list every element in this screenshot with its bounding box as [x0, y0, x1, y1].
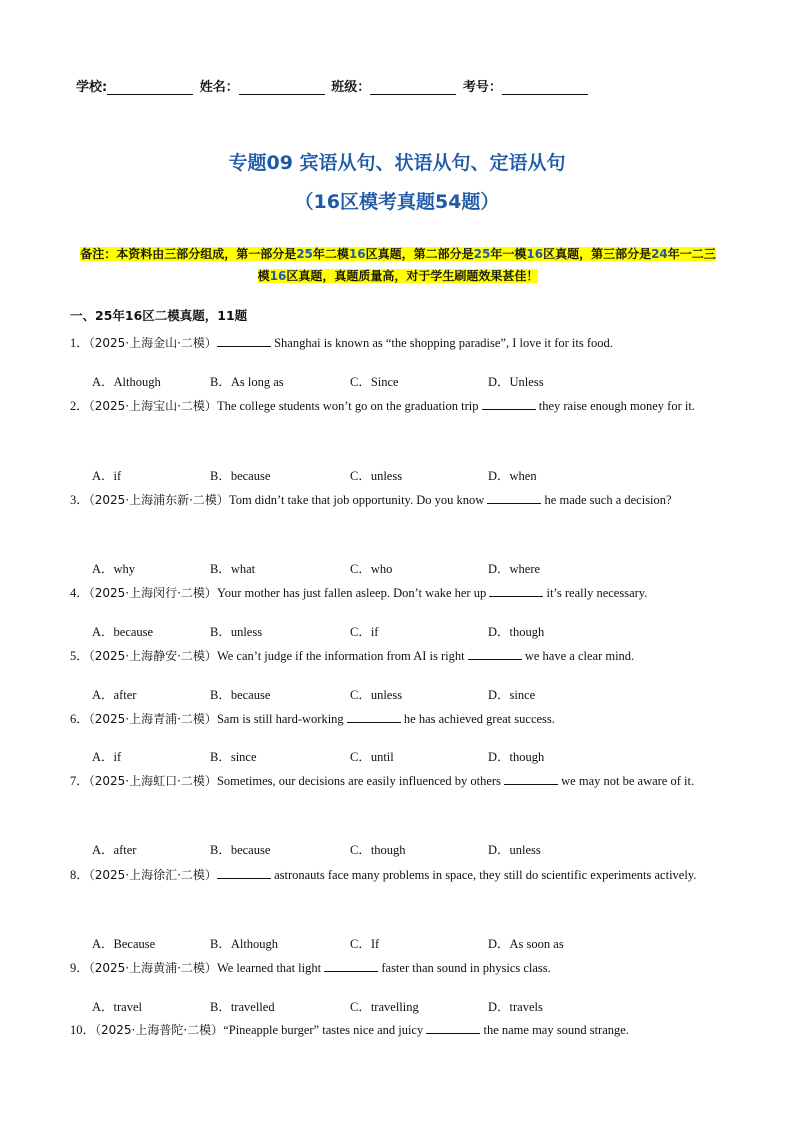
page-subtitle: （16区模考真题54题）	[294, 191, 500, 213]
answer-option[interactable]: D．though	[488, 750, 545, 764]
question-number: 3．	[70, 493, 89, 507]
answer-option[interactable]: C．travelling	[350, 1000, 419, 1014]
question-stem	[70, 641, 730, 672]
answer-option[interactable]: C．If	[350, 937, 380, 951]
page-title: 专题09 宾语从句、状语从句、定语从句	[228, 152, 566, 174]
answer-blank[interactable]	[426, 1021, 480, 1034]
note-text: 区真题，第三部分是	[543, 247, 652, 261]
question-text: “Pineapple burger” tastes nice and juicy	[223, 1023, 427, 1037]
class-blank[interactable]	[370, 80, 456, 95]
note-text: 区真题，真题质量高，对于学生刷题效果甚佳！	[286, 269, 539, 283]
question-text: we may not be aware of it.	[558, 774, 695, 788]
question-source: （2025·上海浦东新·二模）	[88, 493, 229, 507]
question-number: 8．	[70, 868, 89, 882]
question-text: Your mother has just fallen asleep. Don’t wake her up	[216, 586, 490, 600]
question-number: 7．	[70, 774, 89, 788]
name-label: 姓名：	[199, 80, 239, 95]
note-text: 年一二三模	[257, 247, 716, 283]
answer-option[interactable]: A．why	[92, 562, 136, 576]
answer-option[interactable]: A．Although	[92, 375, 161, 389]
note-text: 年二模	[312, 247, 349, 261]
question-number: 2．	[70, 399, 89, 413]
answer-option[interactable]: A．because	[92, 625, 154, 639]
question-text: faster than sound in physics class.	[378, 961, 551, 975]
question-stem	[70, 953, 730, 984]
note-banner	[76, 243, 720, 287]
answer-option[interactable]: C．if	[350, 625, 379, 639]
note-number: 25	[296, 247, 313, 261]
student-info-header	[76, 76, 590, 95]
note-number: 24	[651, 247, 668, 261]
question-stem	[70, 860, 730, 891]
question-number: 4．	[70, 586, 89, 600]
question-text: astronauts face many problems in space, they still do scientific experiments actively.	[270, 868, 697, 882]
question-text: he has achieved great success.	[400, 712, 555, 726]
answer-blank[interactable]	[217, 866, 271, 879]
answer-option[interactable]: D．though	[488, 625, 545, 639]
question-source: （2025·上海金山·二模）	[88, 336, 217, 350]
question-stem	[70, 391, 730, 422]
note-text: 备注：本资料由三部分组成，第一部分是	[80, 247, 297, 261]
number-label: 考号：	[462, 80, 502, 95]
school-blank[interactable]	[107, 80, 193, 95]
question-source: （2025·上海闵行·二模）	[88, 586, 217, 600]
name-blank[interactable]	[239, 80, 325, 95]
answer-option[interactable]: B．since	[210, 750, 257, 764]
answer-option[interactable]: D．since	[488, 688, 536, 702]
question-number: 1．	[70, 336, 89, 350]
answer-option[interactable]: C．unless	[350, 469, 403, 483]
answer-option[interactable]: C．who	[350, 562, 393, 576]
question-stem	[70, 578, 730, 609]
question-source: （2025·上海徐汇·二模）	[88, 868, 217, 882]
question-source: （2025·上海黄浦·二模）	[88, 961, 217, 975]
question-text: Shanghai is known as “the shopping paradise”, I love it for its food.	[270, 336, 613, 350]
question-source: （2025·上海青浦·二模）	[88, 712, 217, 726]
answer-option[interactable]: D．when	[488, 469, 537, 483]
question-text: Sam is still hard-working	[216, 712, 347, 726]
note-number: 16	[526, 247, 544, 261]
answer-blank[interactable]	[489, 584, 543, 597]
answer-blank[interactable]	[504, 772, 558, 785]
answer-option[interactable]: A．Because	[92, 937, 156, 951]
question-stem	[70, 1015, 730, 1046]
question-text: the name may sound strange.	[480, 1023, 629, 1037]
answer-option[interactable]: A．after	[92, 688, 137, 702]
number-blank[interactable]	[502, 80, 588, 95]
answer-option[interactable]: D．Unless	[488, 375, 544, 389]
question-source: （2025·上海静安·二模）	[88, 649, 217, 663]
answer-option[interactable]: A．after	[92, 843, 137, 857]
answer-blank[interactable]	[487, 491, 541, 504]
question-number: 10．	[70, 1023, 96, 1037]
class-label: 班级：	[331, 80, 371, 95]
question-source: （2025·上海虹口·二模）	[88, 774, 217, 788]
question-stem	[70, 704, 730, 735]
answer-option[interactable]: C．though	[350, 843, 406, 857]
question-text: Tom didn’t take that job opportunity. Do you know	[228, 493, 488, 507]
answer-option[interactable]: D．As soon as	[488, 937, 564, 951]
note-number: 16	[269, 269, 287, 283]
question-text: The college students won’t go on the graduation trip	[216, 399, 482, 413]
question-text: we have a clear mind.	[521, 649, 635, 663]
question-stem	[70, 485, 730, 516]
question-stem	[70, 328, 730, 359]
question-text: they raise enough money for it.	[535, 399, 695, 413]
answer-option[interactable]: B．what	[210, 562, 256, 576]
note-number: 25	[473, 247, 491, 261]
answer-option[interactable]: B．Although	[210, 937, 279, 951]
answer-option[interactable]: B．As long as	[210, 375, 284, 389]
answer-option[interactable]: A．travel	[92, 1000, 142, 1014]
question-number: 9．	[70, 961, 89, 975]
answer-blank[interactable]	[347, 710, 401, 723]
note-text: 年一模	[490, 247, 527, 261]
answer-option[interactable]: B．because	[210, 843, 271, 857]
school-label: 学校:	[76, 80, 108, 95]
answer-option[interactable]: A．if	[92, 469, 122, 483]
question-text: he made such a decision?	[541, 493, 672, 507]
answer-blank[interactable]	[217, 334, 271, 347]
note-text: 区真题，第二部分是	[365, 247, 474, 261]
section-title: 一、25年16区二模真题，11题	[70, 308, 248, 323]
answer-option[interactable]: C．until	[350, 750, 394, 764]
answer-option[interactable]: B．because	[210, 688, 271, 702]
question-text: We learned that light	[216, 961, 325, 975]
answer-option[interactable]: D．unless	[488, 843, 541, 857]
question-text: We can’t judge if the information from AI is right	[216, 649, 468, 663]
note-number: 16	[348, 247, 366, 261]
question-text: it’s really necessary.	[543, 586, 648, 600]
answer-option[interactable]: D．where	[488, 562, 541, 576]
question-number: 5．	[70, 649, 89, 663]
answer-option[interactable]: B．travelled	[210, 1000, 275, 1014]
question-number: 6．	[70, 712, 89, 726]
answer-option[interactable]: B．unless	[210, 625, 263, 639]
question-stem	[70, 766, 730, 797]
answer-option[interactable]: C．Since	[350, 375, 399, 389]
note-highlight	[80, 247, 716, 283]
question-source: （2025·上海宝山·二模）	[88, 399, 217, 413]
question-text: Sometimes, our decisions are easily influenced by others	[216, 774, 505, 788]
answer-blank[interactable]	[482, 397, 536, 410]
answer-blank[interactable]	[324, 959, 378, 972]
answer-option[interactable]: D．travels	[488, 1000, 543, 1014]
answer-option[interactable]: C．unless	[350, 688, 403, 702]
answer-option[interactable]: A．if	[92, 750, 122, 764]
answer-option[interactable]: B．because	[210, 469, 271, 483]
answer-blank[interactable]	[468, 647, 522, 660]
question-source: （2025·上海普陀·二模）	[95, 1023, 224, 1037]
